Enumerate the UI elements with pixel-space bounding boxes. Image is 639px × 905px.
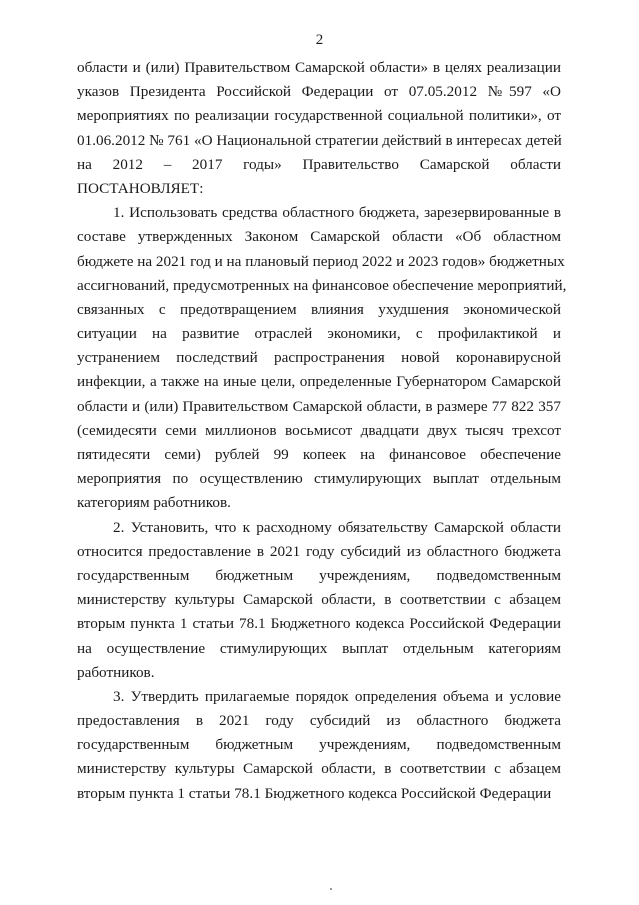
paragraph-item-1 bbox=[77, 201, 567, 515]
scan-artifact bbox=[330, 888, 332, 890]
text-line: связанных с предотвращением влияния ухудшения экономической bbox=[77, 300, 561, 318]
text-line: министерству культуры Самарской области, в соответствии с абзацем bbox=[77, 760, 561, 778]
page-number: 2 bbox=[315, 32, 324, 48]
text-line: области и (или) Правительством Самарской области» в целях реализации bbox=[77, 59, 561, 76]
text-line: устранением последствий распространения новой коронавирусной bbox=[77, 349, 561, 367]
text-line: вторым пункта 1 статьи 78.1 Бюджетного кодекса Российской Федерации bbox=[77, 615, 561, 633]
text-line: вторым пункта 1 статьи 78.1 Бюджетного кодекса Российской Федерации bbox=[77, 784, 552, 802]
text-line: ситуации на развитие отраслей экономики, с профилактикой и bbox=[77, 325, 561, 343]
text-line: области и (или) Правительством Самарской области, в размере 77 822 357 bbox=[77, 397, 561, 415]
text-line: (семидесяти семи миллионов восьмисот двадцати двух тысяч трехсот bbox=[77, 421, 561, 439]
text-line: на осуществление стимулирующих выплат отдельным категориям bbox=[77, 639, 561, 657]
text-line: ассигнований, предусмотренных на финансовое обеспечение мероприятий, bbox=[77, 276, 567, 294]
text-line: работников. bbox=[77, 663, 155, 681]
text-line: указов Президента Российской Федерации от 07.05.2012 №597 «О bbox=[77, 83, 561, 101]
text-line: категориям работников. bbox=[77, 494, 231, 512]
text-line: министерству культуры Самарской области, в соответствии с абзацем bbox=[77, 591, 561, 609]
text-line: предоставления в 2021 году субсидий из областного бюджета bbox=[77, 712, 561, 730]
document-body bbox=[77, 56, 567, 806]
text-line: инфекции, а также на иные цели, определенные Губернатором Самарской bbox=[77, 373, 561, 391]
paragraph-item-3 bbox=[77, 685, 561, 806]
text-line: составе утвержденных Законом Самарской области «Об областном bbox=[77, 228, 561, 246]
text-line: мероприятия по осуществлению стимулирующих выплат отдельным bbox=[77, 470, 561, 488]
text-line: 3. Утвердить прилагаемые порядок определения объема и условие bbox=[113, 687, 561, 705]
text-line: ПОСТАНОВЛЯЕТ: bbox=[77, 179, 204, 197]
text-line: государственным бюджетным учреждениям, подведомственным bbox=[77, 736, 561, 754]
paragraph-preamble bbox=[77, 56, 561, 201]
text-line: бюджете на 2021 год и на плановый период 2022 и 2023 годов» бюджетных bbox=[77, 252, 565, 270]
text-line: пятидесяти семи) рублей 99 копеек на финансовое обеспечение bbox=[77, 446, 561, 463]
text-line: 2. Установить, что к расходному обязательству Самарской области bbox=[113, 518, 561, 536]
text-line: 01.06.2012 № 761 «О Национальной стратегии действий в интересах детей bbox=[77, 131, 562, 149]
text-line: мероприятиях по реализации государственной социальной политики», от bbox=[77, 107, 561, 125]
text-line: 1. Использовать средства областного бюджета, зарезервированные в bbox=[113, 204, 561, 222]
text-line: относится предоставление в 2021 году субсидий из областного бюджета bbox=[77, 542, 561, 560]
text-line: государственным бюджетным учреждениям, подведомственным bbox=[77, 566, 561, 584]
paragraph-item-2 bbox=[77, 516, 561, 685]
text-line: на 2012 – 2017 годы» Правительство Самарской области bbox=[77, 155, 561, 173]
